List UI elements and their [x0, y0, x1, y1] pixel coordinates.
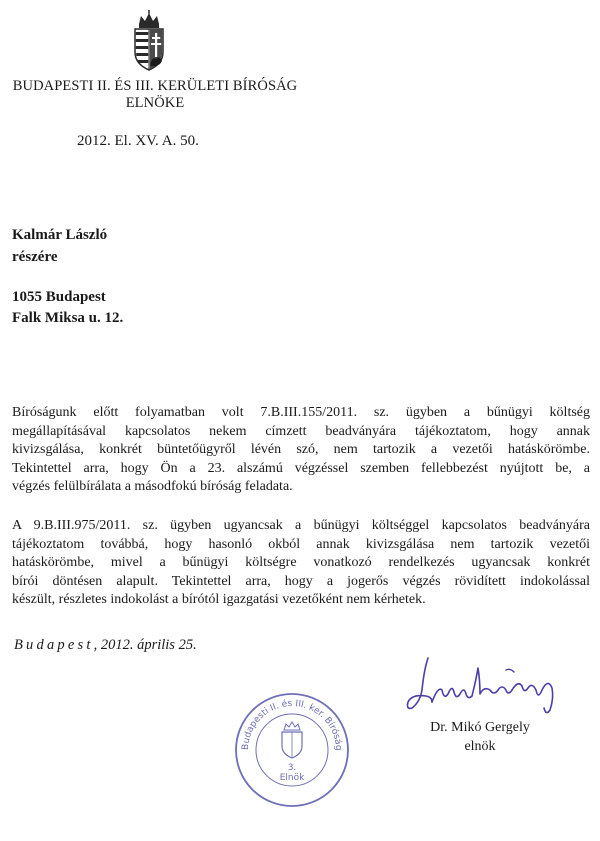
body-paragraph-2: [12, 517, 590, 610]
stamp-crest-icon: [282, 722, 302, 758]
hungarian-coat-of-arms-icon: [131, 10, 167, 72]
signatory-title: elnök: [464, 739, 496, 754]
stamp-ring-text: Budapesti II. és III. ker. Bíróság: [240, 698, 344, 751]
recipient-label: részére: [12, 249, 58, 265]
stamp-number: 3.: [287, 763, 297, 773]
paragraph-line: tájékoztatom továbbá, hogy hasonló okból annak kivizsgálása nem tartozik vezetői: [12, 536, 590, 552]
court-header: [10, 78, 300, 112]
reference-number: 2012. El. XV. A. 50.: [77, 133, 199, 149]
official-stamp: [232, 690, 352, 810]
paragraph-line: készült, részletes indokolást a bírótól igazgatási vezetőként nem kérhetek.: [12, 592, 426, 608]
body-paragraph-1: [12, 404, 590, 497]
paragraph-line: A 9.B.III.975/2011. sz. ügyben ugyancsak a bűnügyi költséggel kapcsolatos beadványára: [12, 518, 590, 533]
recipient-street: Falk Miksa u. 12.: [12, 310, 124, 326]
date-place: Budapest: [14, 637, 94, 653]
stamp-label: Elnök: [279, 773, 305, 783]
paragraph-line: Bíróságunk előtt folyamatban volt 7.B.III.155/2011. sz. ügyben a bűnügyi költség: [12, 405, 590, 420]
date-value: , 2012. április 25.: [93, 637, 197, 653]
paragraph-line: Tekintettel arra, hogy Ön a 23. alszámú végzéssel szemben fellebbezést nyújtott be, a: [12, 460, 590, 476]
handwritten-signature: [398, 650, 568, 720]
paragraph-line: megállapításával kapcsolatos nekem címzett beadványára tájékoztatom, hogy annak: [12, 423, 590, 439]
recipient-postcode-city: 1055 Budapest: [12, 289, 106, 305]
paragraph-line: végzés felülbírálata a másodfokú bíróság feladata.: [12, 479, 293, 495]
court-name-line1: BUDAPESTI II. ÉS III. KERÜLETI BÍRÓSÁG: [12, 78, 298, 94]
court-name-line2: ELNÖKE: [125, 95, 185, 111]
date-line: [14, 637, 197, 654]
recipient-name: Kalmár László: [12, 227, 108, 243]
signatory-name: Dr. Mikó Gergely: [430, 720, 530, 735]
paragraph-line: hatáskörömbe, mivel a bűnügyi költségre vonatkozó rendelkezés ugyancsak konkrét: [12, 555, 590, 571]
paragraph-line: kivizsgálása, konkrét büntetőügyről lévén szó, nem tartozik a vezetői hatáskörömbe.: [12, 442, 590, 458]
signatory-block: [420, 718, 540, 756]
paragraph-line: bírói döntésen alapult. Tekintettel arra, hogy a jogerős végzés rövidített indokolással: [12, 573, 590, 589]
